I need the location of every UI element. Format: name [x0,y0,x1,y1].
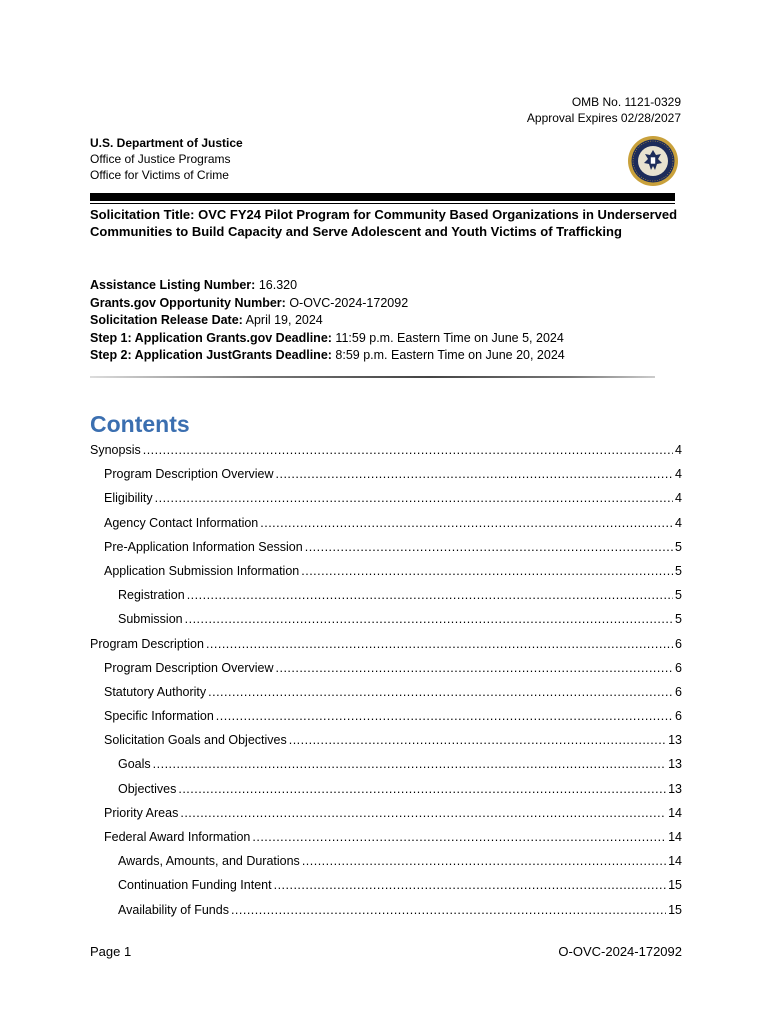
toc-entry-title: Goals [118,757,151,772]
solicitation-meta [90,277,565,365]
toc-dot-leader [301,559,673,583]
toc-entry[interactable] [90,777,682,801]
toc-entry-title: Submission [118,612,183,627]
toc-dot-leader [180,801,666,825]
office-programs: Office of Justice Programs [90,152,231,166]
toc-entry-page: 14 [668,854,682,869]
toc-entry-page: 15 [668,902,682,917]
toc-entry-title: Pre-Application Information Session [104,539,303,554]
toc-entry-page: 4 [675,515,682,530]
page-number: Page 1 [90,944,132,959]
toc-entry-title: Specific Information [104,709,214,724]
toc-entry[interactable] [90,583,682,607]
toc-entry[interactable] [90,462,682,486]
meta-row-step2 [90,347,565,365]
toc-dot-leader [260,511,673,535]
toc-dot-leader [153,752,666,776]
meta-label: Step 2: Application JustGrants Deadline: [90,348,332,362]
toc-entry-title: Application Submission Information [104,563,300,578]
toc-entry-title: Federal Award Information [104,830,251,844]
toc-entry[interactable] [90,438,682,462]
toc-entry[interactable] [90,486,682,510]
toc-entry-title: Synopsis [90,443,141,457]
meta-value: 16.320 [258,278,298,292]
toc-entry[interactable] [90,898,682,922]
toc-entry-title: Program Description [90,636,204,651]
toc-entry-title: Statutory Authority [104,684,207,699]
toc-dot-leader [185,607,673,631]
meta-label: Assistance Listing Number: [90,278,256,292]
toc-entry-page: 6 [675,684,682,699]
meta-row-listing [90,277,565,295]
toc-dot-leader [231,898,666,922]
toc-entry-title: Solicitation Goals and Objectives [104,733,287,748]
table-of-contents [90,438,682,922]
toc-dot-leader [305,535,673,559]
office-victims: Office for Victims of Crime [90,168,229,182]
meta-row-release [90,312,565,330]
contents-heading: Contents [90,411,190,437]
toc-entry[interactable] [90,752,682,776]
toc-entry-page: 4 [675,491,682,506]
toc-entry-title: Continuation Funding Intent [118,878,272,893]
toc-entry-title: Registration [118,588,185,603]
toc-dot-leader [276,462,674,486]
toc-entry[interactable] [90,632,682,656]
solicitation-title: Solicitation Title: OVC FY24 Pilot Program for Community Based Organizations in Underserved Communities to Build Capacity and Serve Adolescent and Youth Victims of Trafficking [90,207,678,239]
toc-dot-leader [187,583,673,607]
toc-entry-page: 15 [668,878,682,893]
omb-block [527,94,681,126]
omb-number: OMB No. 1121-0329 [571,95,681,109]
approval-expires: Approval Expires 02/28/2027 [526,111,681,125]
toc-entry-page: 5 [675,563,682,578]
toc-entry-page: 13 [668,757,682,772]
toc-entry[interactable] [90,511,682,535]
toc-entry[interactable] [90,607,682,631]
toc-dot-leader [178,777,666,801]
toc-entry[interactable] [90,704,682,728]
toc-entry-page: 13 [668,781,682,796]
toc-entry[interactable] [90,801,682,825]
toc-dot-leader [216,704,673,728]
meta-value: April 19, 2024 [245,313,323,327]
toc-entry-title: Priority Areas [104,805,179,820]
toc-entry-page: 6 [675,660,682,675]
toc-entry-title: Objectives [118,781,177,796]
meta-value: 8:59 p.m. Eastern Time on June 20, 2024 [335,348,565,362]
toc-dot-leader [276,656,674,680]
meta-row-opportunity [90,295,565,313]
toc-entry-title: Awards, Amounts, and Durations [118,854,300,869]
toc-dot-leader [289,728,666,752]
meta-value: 11:59 p.m. Eastern Time on June 5, 2024 [335,330,564,345]
toc-entry-page: 4 [675,467,682,482]
toc-entry-title: Agency Contact Information [104,515,259,530]
header-thick-rule [90,193,675,201]
toc-entry-page: 13 [668,733,682,748]
toc-entry[interactable] [90,559,682,583]
toc-entry-page: 5 [675,539,682,554]
toc-entry[interactable] [90,728,682,752]
toc-entry-page: 14 [668,805,682,820]
toc-entry[interactable] [90,849,682,873]
document-id: O-OVC-2024-172092 [558,944,682,959]
toc-entry-title: Program Description Overview [104,467,274,482]
meta-label: Grants.gov Opportunity Number: [90,295,286,310]
toc-entry-title: Availability of Funds [118,902,229,917]
header-thin-rule [90,203,675,204]
toc-entry-page: 6 [675,636,682,651]
toc-entry-page: 6 [675,709,682,724]
toc-dot-leader [155,486,673,510]
meta-row-step1 [90,330,565,348]
toc-dot-leader [206,632,673,656]
toc-dot-leader [274,873,667,897]
section-divider [90,376,655,378]
toc-entry-page: 4 [675,443,682,457]
toc-entry-title: Eligibility [104,491,153,506]
meta-value: O-OVC-2024-172092 [289,295,409,310]
toc-entry[interactable] [90,873,682,897]
agency-block [90,135,243,183]
toc-entry[interactable] [90,656,682,680]
doj-seal-icon [627,135,679,187]
toc-entry-page: 14 [668,830,682,844]
toc-dot-leader [143,438,673,462]
toc-entry-page: 5 [675,612,682,627]
toc-entry[interactable] [90,535,682,559]
toc-dot-leader [252,825,666,849]
toc-entry-title: Program Description Overview [104,660,274,675]
toc-entry[interactable] [90,825,682,849]
toc-entry-page: 5 [675,588,682,603]
toc-dot-leader [208,680,673,704]
meta-label: Step 1: Application Grants.gov Deadline: [90,330,332,345]
meta-label: Solicitation Release Date: [90,313,243,327]
department-name: U.S. Department of Justice [90,136,243,150]
toc-dot-leader [302,849,666,873]
toc-entry[interactable] [90,680,682,704]
